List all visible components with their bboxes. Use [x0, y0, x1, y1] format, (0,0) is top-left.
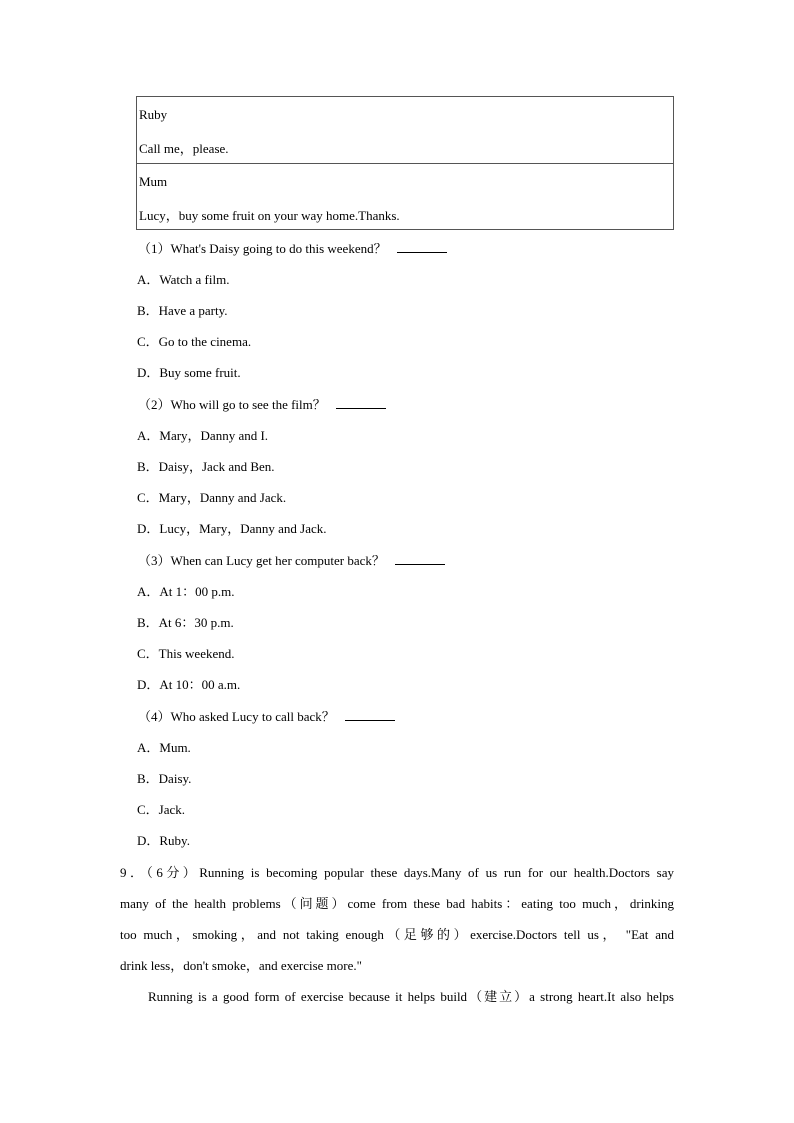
option-3d[interactable]: D．At 10：00 a.m. — [137, 677, 241, 692]
question-stem: （4）Who asked Lucy to call back？ — [138, 709, 335, 724]
answer-blank[interactable] — [336, 398, 386, 409]
answer-blank[interactable] — [345, 710, 395, 721]
question-4 — [138, 706, 395, 725]
message-mum — [137, 163, 673, 229]
option-4b[interactable]: B．Daisy. — [137, 771, 192, 786]
option-2a[interactable]: A．Mary，Danny and I. — [137, 428, 269, 443]
message-sender: Mum — [139, 174, 168, 189]
question-3 — [138, 550, 445, 569]
option-1d[interactable]: D．Buy some fruit. — [137, 365, 241, 380]
answer-blank[interactable] — [395, 554, 445, 565]
message-text: Call me，please. — [139, 141, 229, 156]
option-3c[interactable]: C．This weekend. — [137, 646, 235, 661]
question-2 — [138, 394, 386, 413]
option-2c[interactable]: C．Mary，Danny and Jack. — [137, 490, 287, 505]
option-2b[interactable]: B．Daisy，Jack and Ben. — [137, 459, 275, 474]
question-1 — [138, 238, 447, 257]
question-stem: （1）What's Daisy going to do this weekend？ — [138, 241, 387, 256]
message-sender: Ruby — [139, 107, 168, 122]
passage-line: too much，smoking，and not taking enough（足够的）exercise.Doctors tell us， "Eat and — [120, 927, 674, 942]
message-ruby — [137, 97, 673, 163]
option-4c[interactable]: C．Jack. — [137, 802, 186, 817]
answer-blank[interactable] — [397, 242, 447, 253]
message-text: Lucy，buy some fruit on your way home.Thanks. — [139, 208, 400, 223]
option-2d[interactable]: D．Lucy，Mary，Danny and Jack. — [137, 521, 327, 536]
question-stem: （3）When can Lucy get her computer back？ — [138, 553, 385, 568]
option-3a[interactable]: A．At 1：00 p.m. — [137, 584, 235, 599]
option-1c[interactable]: C．Go to the cinema. — [137, 334, 252, 349]
message-table — [136, 96, 674, 230]
passage-line: Running is a good form of exercise because it helps build（建立）a strong heart.It also helps — [148, 989, 674, 1004]
option-4a[interactable]: A．Mum. — [137, 740, 191, 755]
question-stem: （2）Who will go to see the film？ — [138, 397, 326, 412]
option-4d[interactable]: D．Ruby. — [137, 833, 190, 848]
option-1b[interactable]: B．Have a party. — [137, 303, 228, 318]
passage-line: 9．（6分）Running is becoming popular these days.Many of us run for our health.Doctors say — [120, 865, 674, 880]
passage-line: many of the health problems（问题）come from these bad habits：eating too much，drinking — [120, 896, 674, 911]
passage-line: drink less，don't smoke，and exercise more." — [120, 958, 362, 973]
option-3b[interactable]: B．At 6：30 p.m. — [137, 615, 234, 630]
option-1a[interactable]: A．Watch a film. — [137, 272, 230, 287]
